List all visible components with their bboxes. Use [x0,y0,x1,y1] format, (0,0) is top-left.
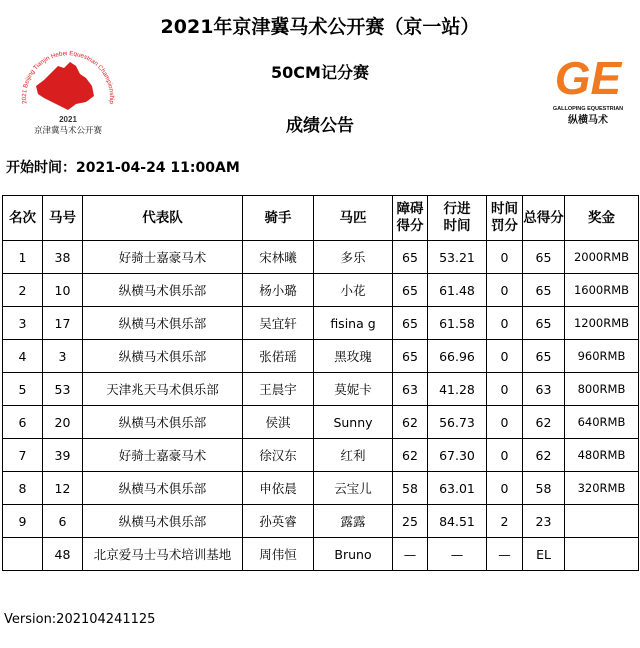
header-horse [314,196,393,241]
cell-obstacle-score: 62 [393,439,428,472]
cell-time-penalty: 0 [487,439,523,472]
cell-rider: 吴宜轩 [243,307,314,340]
cell-obstacle-score: 65 [393,307,428,340]
start-time: 开始时间：2021-04-24 11:00AM [6,160,240,176]
cell-total-score: EL [523,538,565,571]
cell-prize: 640RMB [565,406,639,439]
header-total-score [523,196,565,241]
cell-obstacle-score: 62 [393,406,428,439]
cell-prize: 320RMB [565,472,639,505]
cell-team: 北京爱马士马术培训基地 [83,538,243,571]
cell-obstacle-score: 25 [393,505,428,538]
cell-obstacle-score: — [393,538,428,571]
cell-rank: 8 [3,472,43,505]
header-text: 障碍 [396,201,424,217]
cell-time-penalty: 0 [487,406,523,439]
cell-rider: 张偌瑶 [243,340,314,373]
cell-rider: 周伟恒 [243,538,314,571]
header-text: 得分 [396,218,424,234]
cell-rank: 1 [3,241,43,274]
cell-horse: 黑玫瑰 [314,340,393,373]
cell-time-penalty: 2 [487,505,523,538]
header-text: 行进 [443,201,471,217]
cell-rider: 徐汉东 [243,439,314,472]
cell-total-score: 65 [523,340,565,373]
cell-ride-time: 61.58 [428,307,487,340]
cell-rank: 5 [3,373,43,406]
cell-total-score: 65 [523,307,565,340]
cell-prize: 800RMB [565,373,639,406]
results-table [2,195,639,571]
cell-prize: 960RMB [565,340,639,373]
cell-prize: 2000RMB [565,241,639,274]
cell-total-score: 23 [523,505,565,538]
championship-logo [14,40,122,136]
logo-arc-text: 2021 Beijing Tianjin Hebei Equestrian Championship [20,50,116,105]
cell-prize [565,538,639,571]
results-heading: 成绩公告 [286,116,354,136]
cell-prize: 1600RMB [565,274,639,307]
cell-horse: 露露 [314,505,393,538]
cell-rider: 杨小璐 [243,274,314,307]
cell-total-score: 63 [523,373,565,406]
header-text: 总得分 [523,209,564,226]
logo-year: 2021 [59,115,77,124]
cell-prize [565,505,639,538]
header-text: 时间 [491,201,518,217]
cell-time-penalty: 0 [487,274,523,307]
table-row [3,472,639,505]
logo-name: 京津冀马术公开赛 [33,126,103,136]
cell-time-penalty: 0 [487,340,523,373]
logo-chinese-name: 纵横马术 [568,115,608,126]
header-text: 代表队 [142,209,183,226]
cell-obstacle-score: 65 [393,241,428,274]
cell-team: 纵横马术俱乐部 [83,505,243,538]
cell-total-score: 65 [523,274,565,307]
cell-team: 天津兆天马术俱乐部 [83,373,243,406]
table-row [3,373,639,406]
cell-time-penalty: 0 [487,373,523,406]
header-text: 名次 [9,209,36,226]
cell-rider: 王晨宇 [243,373,314,406]
cell-ride-time: 61.48 [428,274,487,307]
table-row [3,307,639,340]
cell-horse: 云宝儿 [314,472,393,505]
cell-horse: Sunny [314,406,393,439]
cell-team: 纵横马术俱乐部 [83,472,243,505]
table-row [3,274,639,307]
header-time-penalty [487,196,523,241]
cell-time-penalty: 0 [487,472,523,505]
cell-horse-number: 17 [43,307,83,340]
cell-time-penalty: 0 [487,241,523,274]
cell-obstacle-score: 63 [393,373,428,406]
table-row [3,340,639,373]
cell-ride-time: 56.73 [428,406,487,439]
region-map-icon [36,62,94,110]
cell-rank: 2 [3,274,43,307]
cell-horse: 莫妮卡 [314,373,393,406]
cell-prize: 480RMB [565,439,639,472]
cell-ride-time: 53.21 [428,241,487,274]
cell-horse-number: 39 [43,439,83,472]
cell-horse-number: 6 [43,505,83,538]
cell-total-score: 62 [523,439,565,472]
cell-ride-time: 66.96 [428,340,487,373]
cell-horse-number: 20 [43,406,83,439]
cell-time-penalty: — [487,538,523,571]
cell-horse-number: 10 [43,274,83,307]
cell-total-score: 65 [523,241,565,274]
cell-total-score: 58 [523,472,565,505]
cell-horse: 小花 [314,274,393,307]
cell-obstacle-score: 58 [393,472,428,505]
cell-team: 纵横马术俱乐部 [83,274,243,307]
cell-rider: 宋林曦 [243,241,314,274]
table-row [3,439,639,472]
cell-team: 纵横马术俱乐部 [83,307,243,340]
table-row [3,538,639,571]
cell-team: 纵横马术俱乐部 [83,406,243,439]
cell-team: 纵横马术俱乐部 [83,340,243,373]
competition-title: 2021年京津冀马术公开赛（京一站） [160,16,480,38]
cell-rank [3,538,43,571]
header-text: 骑手 [264,209,292,226]
cell-obstacle-score: 65 [393,274,428,307]
cell-rider: 侯淇 [243,406,314,439]
cell-rank: 7 [3,439,43,472]
cell-horse-number: 12 [43,472,83,505]
cell-rider: 申依晨 [243,472,314,505]
header-prize [565,196,639,241]
header-rider [243,196,314,241]
table-row [3,241,639,274]
version-label: Version:202104241125 [4,612,156,627]
header-text: 时间 [443,218,471,234]
cell-rank: 4 [3,340,43,373]
header-team [83,196,243,241]
table-row [3,406,639,439]
cell-horse: Bruno [314,538,393,571]
cell-horse: 多乐 [314,241,393,274]
table-row [3,505,639,538]
header-text: 马匹 [339,209,367,226]
cell-ride-time: 84.51 [428,505,487,538]
cell-team: 好骑士嘉豪马术 [83,241,243,274]
cell-rank: 6 [3,406,43,439]
cell-horse-number: 3 [43,340,83,373]
cell-rank: 9 [3,505,43,538]
header-obstacle-score [393,196,428,241]
header-horse-number [43,196,83,241]
header-ride-time [428,196,487,241]
cell-ride-time: — [428,538,487,571]
cell-ride-time: 63.01 [428,472,487,505]
cell-horse-number: 38 [43,241,83,274]
event-subtitle: 50CM记分赛 [271,63,369,82]
cell-obstacle-score: 65 [393,340,428,373]
header-rank [3,196,43,241]
header-text: 奖金 [588,209,615,226]
cell-rank: 3 [3,307,43,340]
cell-ride-time: 41.28 [428,373,487,406]
cell-time-penalty: 0 [487,307,523,340]
cell-prize: 1200RMB [565,307,639,340]
logo-english-name: GALLOPING EQUESTRIAN [552,106,624,112]
cell-total-score: 62 [523,406,565,439]
table-header-row [3,196,639,241]
cell-ride-time: 67.30 [428,439,487,472]
cell-horse: fisina g [314,307,393,340]
header-text: 马号 [49,209,76,226]
cell-rider: 孙英睿 [243,505,314,538]
ge-mark-icon: GE [554,52,622,104]
cell-team: 好骑士嘉豪马术 [83,439,243,472]
cell-horse-number: 53 [43,373,83,406]
header-text: 罚分 [491,218,518,234]
cell-horse-number: 48 [43,538,83,571]
galloping-equestrian-logo [550,48,626,128]
cell-horse: 红利 [314,439,393,472]
